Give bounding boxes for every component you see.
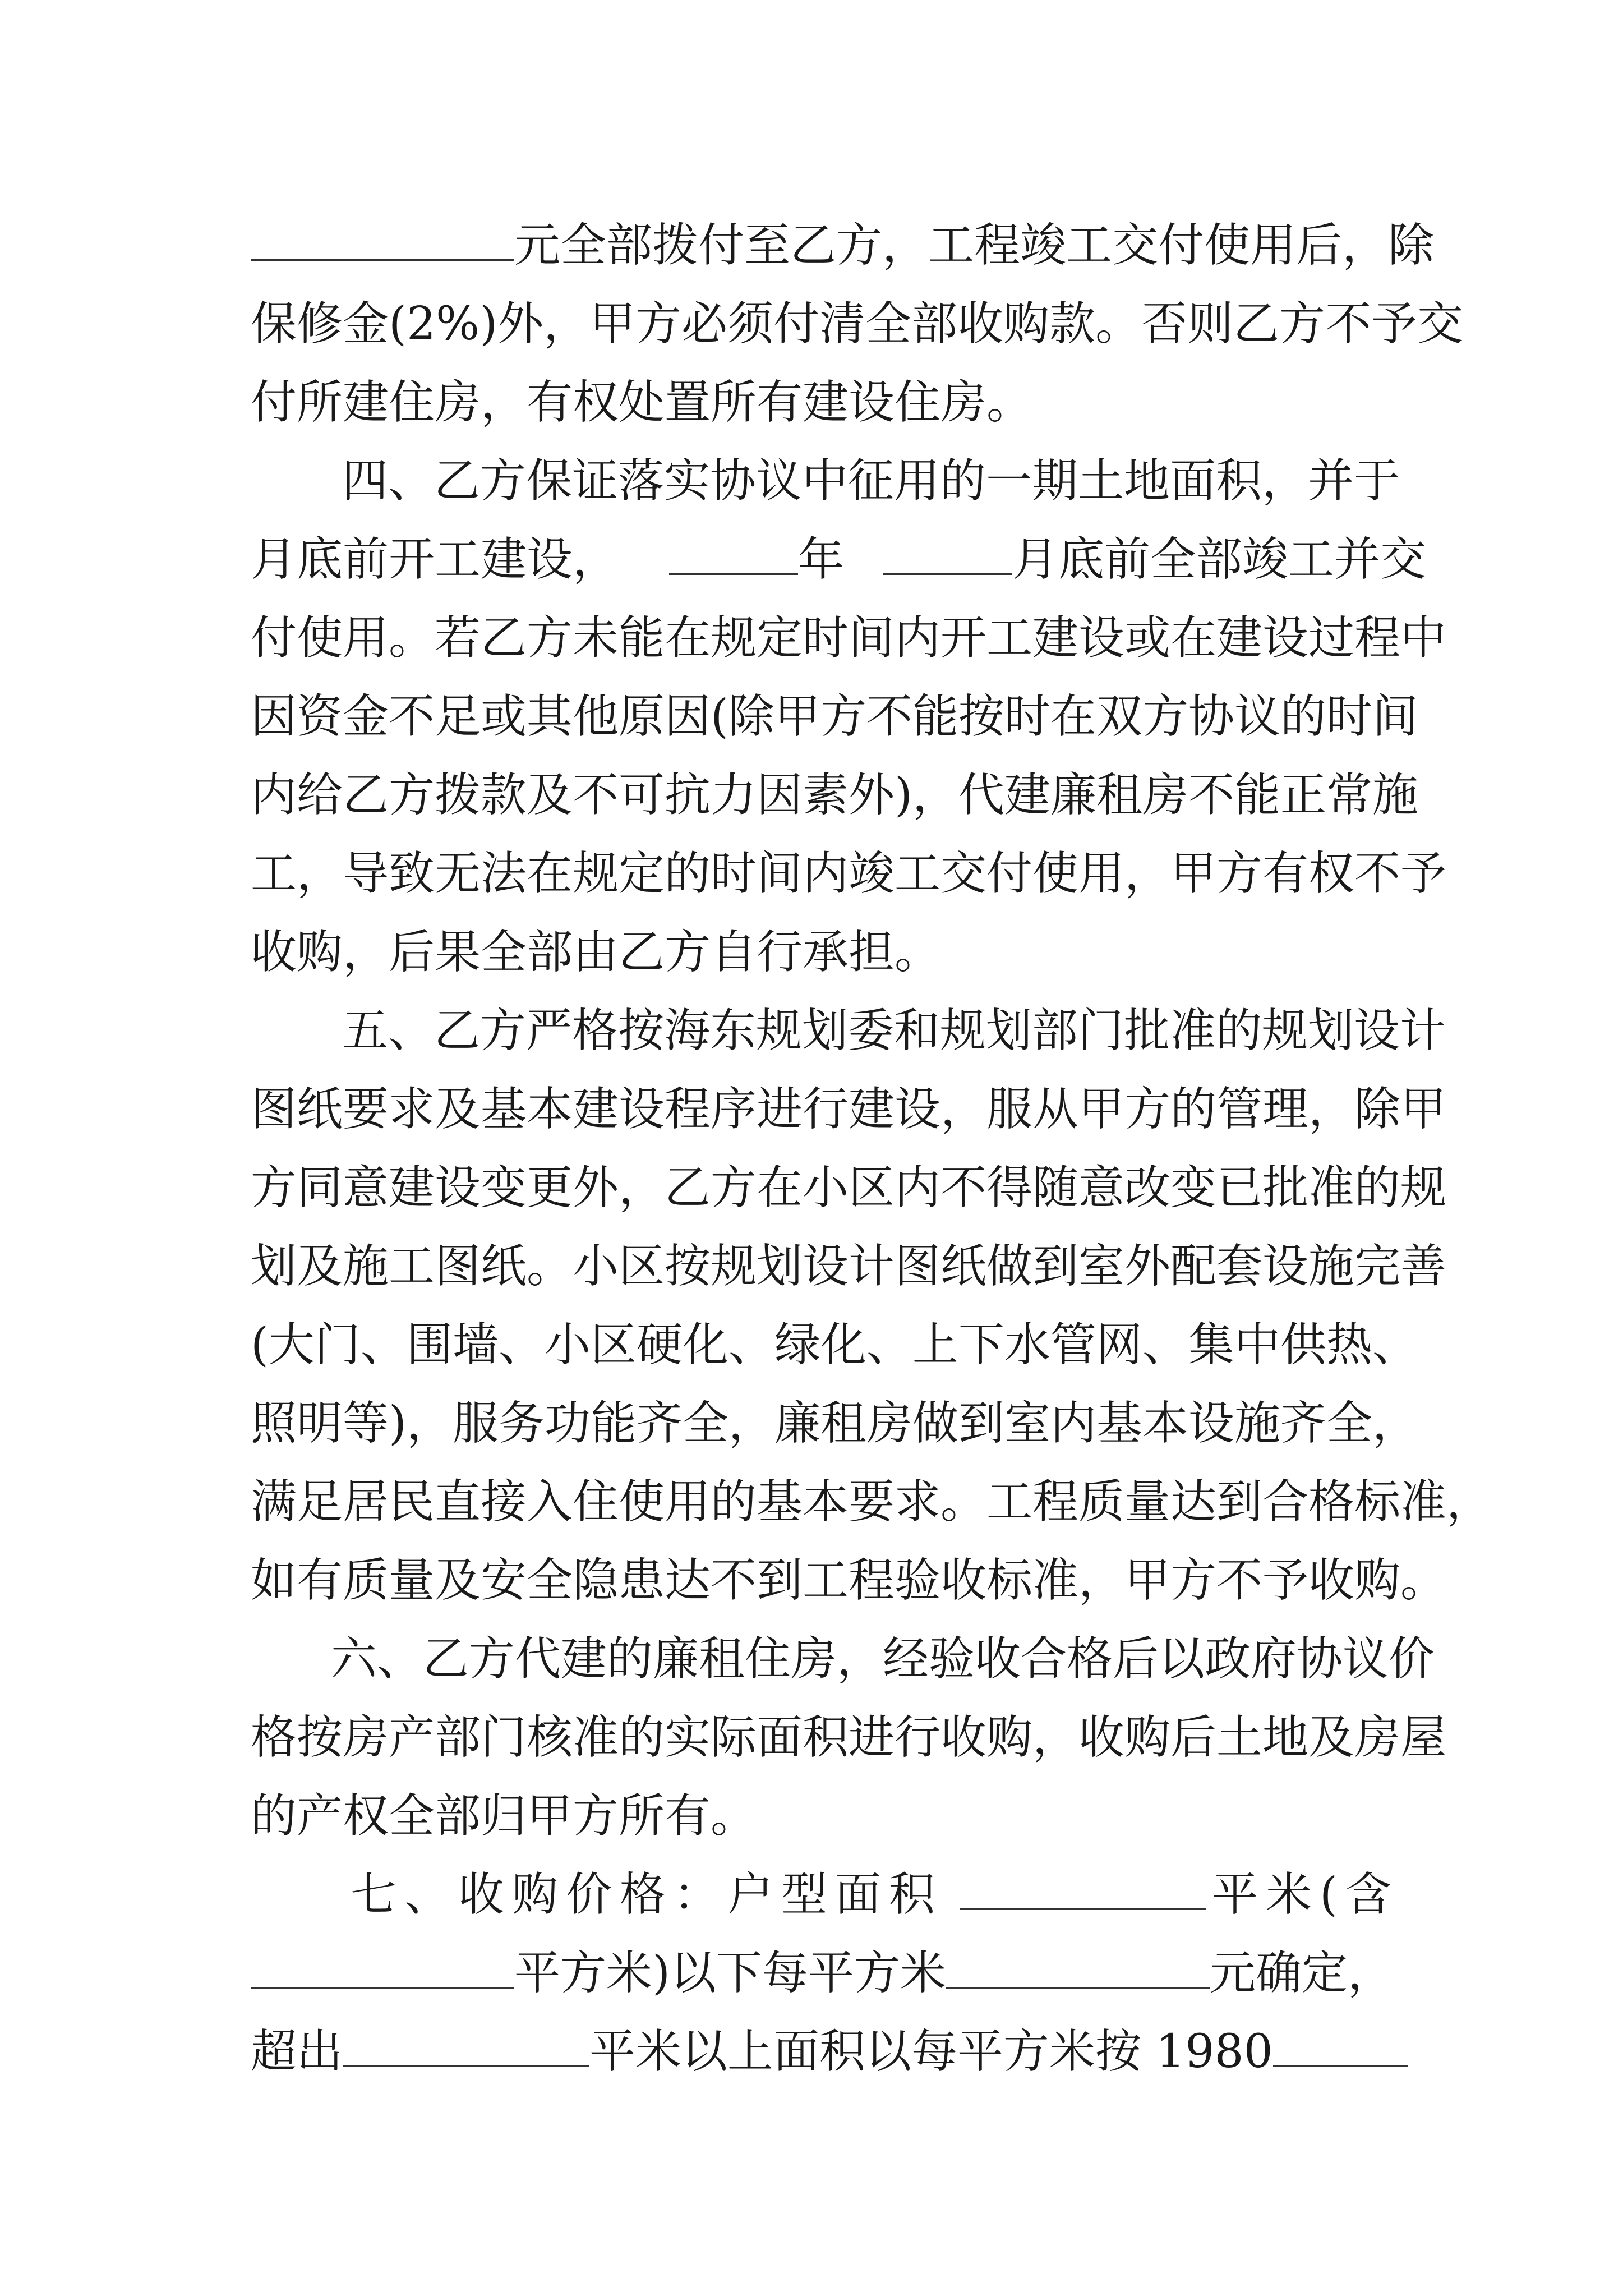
- text-line: 满足居民直接入住使用的基本要求。工程质量达到合格标准，: [251, 1475, 1493, 1529]
- line-text: 月底前全部竣工并交: [1012, 533, 1427, 586]
- text-line: 工，导致无法在规定的时间内竣工交付使用，甲方有权不予: [251, 847, 1447, 900]
- text-line: 如有质量及安全隐患达不到工程验收标准，甲方不予收购。: [251, 1554, 1447, 1607]
- text-line: 图纸要求及基本建设程序进行建设，服从甲方的管理，除甲: [251, 1083, 1447, 1136]
- fill-in-blank: [343, 2026, 589, 2067]
- text-line: 划及施工图纸。小区按规划设计图纸做到室外配套设施完善: [251, 1240, 1447, 1293]
- text-line: 内给乙方拨款及不可抗力因素外)，代建廉租房不能正常施: [251, 769, 1418, 822]
- text-line: 付所建住房，有权处置所有建设住房。: [251, 376, 1033, 429]
- text-line: 付使用。若乙方未能在规定时间内开工建设或在建设过程中: [251, 611, 1447, 665]
- paragraph-4-heading: 四、乙方保证落实协议中征用的一期土地面积，并于: [342, 454, 1400, 508]
- paragraph-5-heading: 五、乙方严格按海东规划委和规划部门批准的规划设计: [342, 1004, 1446, 1057]
- text-line: [251, 1934, 1394, 2013]
- text-line: 的产权全部归甲方所有。: [251, 1789, 757, 1843]
- fill-in-blank: [251, 1948, 514, 1989]
- line-text: 超出: [251, 2025, 343, 2078]
- fill-in-blank: [960, 1869, 1206, 1910]
- text-line: 收购，后果全部由乙方自行承担。: [251, 926, 941, 979]
- text-line: (大门、围墙、小区硬化、绿化、上下水管网、集中供热、: [251, 1318, 1418, 1372]
- fill-in-blank: [669, 534, 798, 575]
- text-line: 因资金不足或其他原因(除甲方不能按时在双方协议的时间: [251, 690, 1418, 743]
- text-line: 方同意建设变更外，乙方在小区内不得随意改变已批准的规: [251, 1161, 1447, 1214]
- text-line: 格按房产部门核准的实际面积进行收购，收购后土地及房屋: [251, 1711, 1447, 1764]
- line-text: 年: [798, 533, 845, 586]
- line-text: 平方米)以下每平方米: [514, 1947, 946, 2000]
- fill-in-blank: [946, 1948, 1210, 1989]
- line-text: 月底前开工建设，: [251, 533, 619, 586]
- line-text: 元全部拨付至乙方，工程竣工交付使用后，除: [514, 219, 1435, 272]
- text-line: [251, 521, 1427, 599]
- line-text: 平米(含: [1212, 1868, 1400, 1921]
- paragraph-6-heading: 六、乙方代建的廉租住房，经验收合格后以政府协议价: [331, 1632, 1435, 1686]
- line-text: 七、收购价格：户型面积: [351, 1868, 943, 1921]
- text-line: 保修金(2%)外，甲方必须付清全部收购款。否则乙方不予交: [251, 297, 1464, 351]
- text-line: 照明等)，服务功能齐全，廉租房做到室内基本设施齐全，: [251, 1397, 1418, 1450]
- paragraph-7-heading: [351, 1856, 1472, 1934]
- text-line: [251, 2013, 1372, 2091]
- fill-in-blank: [883, 534, 1012, 575]
- fill-in-blank: [251, 220, 514, 261]
- fill-in-blank: [1273, 2026, 1408, 2067]
- line-text: 元确定，: [1210, 1947, 1394, 2000]
- text-line: [251, 206, 1435, 285]
- line-text: 平米以上面积以每平方米按 1980: [589, 2025, 1273, 2078]
